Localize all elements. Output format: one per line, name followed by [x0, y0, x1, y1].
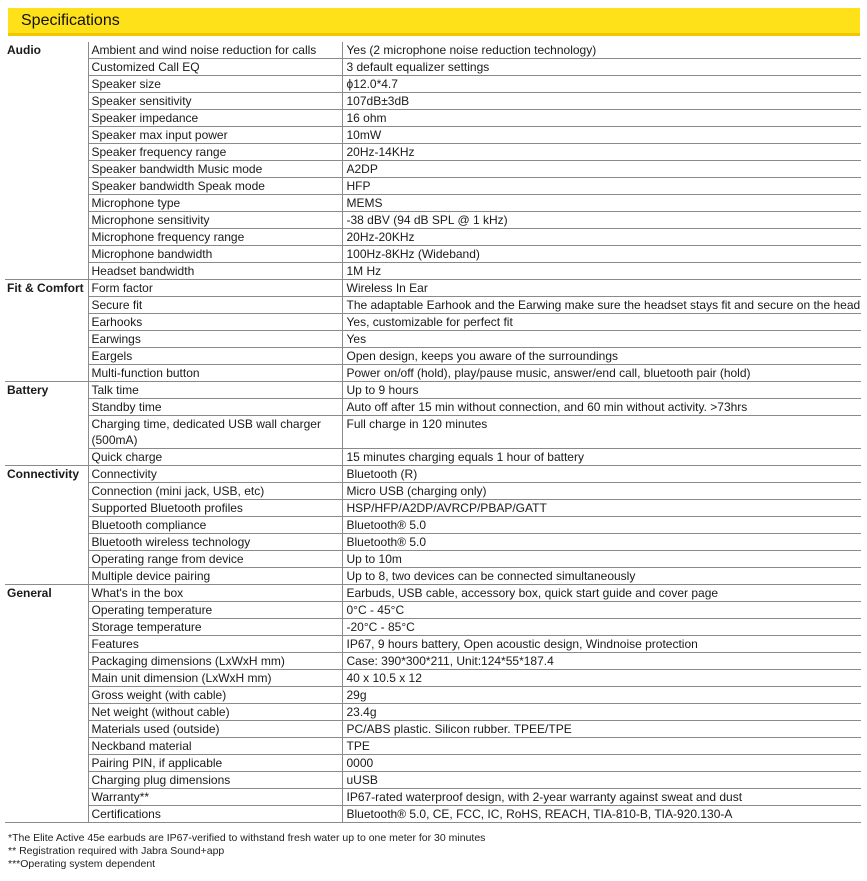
- spec-category: [5, 178, 88, 195]
- spec-value: HSP/HFP/A2DP/AVRCP/PBAP/GATT: [342, 500, 861, 517]
- spec-category: [5, 551, 88, 568]
- spec-row: [5, 687, 861, 704]
- spec-property: Speaker frequency range: [88, 144, 342, 161]
- spec-category: [5, 517, 88, 534]
- spec-property: Features: [88, 636, 342, 653]
- spec-category: [5, 59, 88, 76]
- spec-row: [5, 755, 861, 772]
- spec-row: [5, 42, 861, 59]
- spec-property: Storage temperature: [88, 619, 342, 636]
- spec-property: Speaker sensitivity: [88, 93, 342, 110]
- spec-row: [5, 653, 861, 670]
- spec-category: [5, 195, 88, 212]
- spec-property: Microphone bandwidth: [88, 246, 342, 263]
- footnote: ** Registration required with Jabra Sound+app: [8, 845, 225, 857]
- spec-value: Open design, keeps you aware of the surroundings: [342, 348, 861, 365]
- spec-property: Talk time: [88, 382, 342, 399]
- spec-property: Bluetooth compliance: [88, 517, 342, 534]
- spec-row: [5, 127, 861, 144]
- spec-property: Connectivity: [88, 466, 342, 483]
- spec-category: Battery: [7, 383, 49, 397]
- spec-value: -20°C - 85°C: [342, 619, 861, 636]
- spec-value: -38 dBV (94 dB SPL @ 1 kHz): [342, 212, 861, 229]
- spec-value: HFP: [342, 178, 861, 195]
- spec-property: Microphone type: [88, 195, 342, 212]
- spec-row: [5, 59, 861, 76]
- spec-property: Packaging dimensions (LxWxH mm): [88, 653, 342, 670]
- spec-property: Ambient and wind noise reduction for calls: [88, 42, 342, 59]
- spec-category: [5, 314, 88, 331]
- spec-value: PC/ABS plastic. Silicon rubber. TPEE/TPE: [342, 721, 861, 738]
- spec-property: Speaker size: [88, 76, 342, 93]
- spec-category: [5, 416, 88, 449]
- spec-value: Bluetooth (R): [342, 466, 861, 483]
- spec-value: 0°C - 45°C: [342, 602, 861, 619]
- spec-value: Yes: [342, 331, 861, 348]
- spec-property: Headset bandwidth: [88, 263, 342, 280]
- spec-category: [5, 738, 88, 755]
- spec-row: [5, 602, 861, 619]
- spec-category: Connectivity: [7, 467, 80, 481]
- page-title: Specifications: [21, 12, 120, 29]
- spec-value: A2DP: [342, 161, 861, 178]
- spec-property: Certifications: [88, 806, 342, 823]
- spec-category: [5, 789, 88, 806]
- spec-property: Multiple device pairing: [88, 568, 342, 585]
- spec-category: [5, 653, 88, 670]
- spec-value: Wireless In Ear: [342, 280, 861, 297]
- spec-category: [5, 212, 88, 229]
- spec-value: Auto off after 15 min without connection, and 60 min without activity. >73hrs: [342, 399, 861, 416]
- spec-row: [5, 144, 861, 161]
- spec-category: [5, 365, 88, 382]
- spec-category: [5, 76, 88, 93]
- spec-row: [5, 348, 861, 365]
- spec-property: Connection (mini jack, USB, etc): [88, 483, 342, 500]
- spec-property: Operating range from device: [88, 551, 342, 568]
- spec-property: Quick charge: [88, 449, 342, 466]
- spec-value: 3 default equalizer settings: [342, 59, 861, 76]
- spec-category: [5, 93, 88, 110]
- spec-row: [5, 772, 861, 789]
- spec-row: [5, 229, 861, 246]
- spec-row: [5, 636, 861, 653]
- spec-value: 20Hz-14KHz: [342, 144, 861, 161]
- spec-value: Power on/off (hold), play/pause music, answer/end call, bluetooth pair (hold): [342, 365, 861, 382]
- spec-category: [5, 755, 88, 772]
- spec-value: 0000: [342, 755, 861, 772]
- spec-category: [5, 331, 88, 348]
- spec-category: Audio: [7, 43, 41, 57]
- spec-property: Microphone frequency range: [88, 229, 342, 246]
- spec-value: 10mW: [342, 127, 861, 144]
- spec-row: [5, 806, 861, 823]
- spec-value: Yes (2 microphone noise reduction technology): [342, 42, 861, 59]
- spec-row: [5, 297, 861, 314]
- spec-value: Bluetooth® 5.0: [342, 517, 861, 534]
- spec-value: 15 minutes charging equals 1 hour of battery: [342, 449, 861, 466]
- spec-category: [5, 348, 88, 365]
- spec-value: uUSB: [342, 772, 861, 789]
- spec-property: Speaker bandwidth Speak mode: [88, 178, 342, 195]
- spec-row: [5, 263, 861, 280]
- spec-property: Speaker max input power: [88, 127, 342, 144]
- spec-row: [5, 449, 861, 466]
- spec-row: [5, 517, 861, 534]
- specifications-header: [8, 8, 860, 36]
- spec-value: Micro USB (charging only): [342, 483, 861, 500]
- spec-category: [5, 144, 88, 161]
- spec-category: [5, 636, 88, 653]
- spec-row: [5, 365, 861, 382]
- spec-property: Materials used (outside): [88, 721, 342, 738]
- spec-value: Bluetooth® 5.0, CE, FCC, IC, RoHS, REACH, TIA-810-B, TIA-920.130-A: [342, 806, 861, 823]
- spec-category: [5, 263, 88, 280]
- spec-value: Full charge in 120 minutes: [342, 416, 861, 449]
- spec-property: Supported Bluetooth profiles: [88, 500, 342, 517]
- spec-property: Warranty**: [88, 789, 342, 806]
- spec-row: [5, 670, 861, 687]
- spec-category: [5, 670, 88, 687]
- spec-category: [5, 483, 88, 500]
- spec-row: [5, 178, 861, 195]
- spec-value: Yes, customizable for perfect fit: [342, 314, 861, 331]
- spec-category: [5, 399, 88, 416]
- spec-row: [5, 280, 861, 297]
- spec-category: [5, 110, 88, 127]
- spec-row: [5, 721, 861, 738]
- spec-category: [5, 619, 88, 636]
- spec-property: Operating temperature: [88, 602, 342, 619]
- spec-category: [5, 568, 88, 585]
- spec-row: [5, 195, 861, 212]
- spec-row: [5, 416, 861, 449]
- spec-property: Standby time: [88, 399, 342, 416]
- spec-value: 29g: [342, 687, 861, 704]
- spec-row: [5, 93, 861, 110]
- spec-value: Case: 390*300*211, Unit:124*55*187.4: [342, 653, 861, 670]
- spec-property: Speaker bandwidth Music mode: [88, 161, 342, 178]
- spec-value: 107dB±3dB: [342, 93, 861, 110]
- spec-property: Speaker impedance: [88, 110, 342, 127]
- spec-property: Form factor: [88, 280, 342, 297]
- spec-property: Charging time, dedicated USB wall charger (500mA): [88, 416, 342, 449]
- footnotes: [8, 832, 485, 871]
- spec-property: Earhooks: [88, 314, 342, 331]
- spec-value: 100Hz-8KHz (Wideband): [342, 246, 861, 263]
- spec-property: Charging plug dimensions: [88, 772, 342, 789]
- spec-value: IP67-rated waterproof design, with 2-year warranty against sweat and dust: [342, 789, 861, 806]
- spec-property: Net weight (without cable): [88, 704, 342, 721]
- spec-property: Multi-function button: [88, 365, 342, 382]
- spec-category: [5, 687, 88, 704]
- spec-row: [5, 76, 861, 93]
- spec-row: [5, 704, 861, 721]
- spec-category: [5, 449, 88, 466]
- spec-value: Up to 8, two devices can be connected simultaneously: [342, 568, 861, 585]
- spec-value: 40 x 10.5 x 12: [342, 670, 861, 687]
- spec-row: [5, 246, 861, 263]
- spec-row: [5, 161, 861, 178]
- spec-category: [5, 161, 88, 178]
- spec-row: [5, 331, 861, 348]
- spec-property: Main unit dimension (LxWxH mm): [88, 670, 342, 687]
- spec-row: [5, 382, 861, 399]
- spec-category: [5, 297, 88, 314]
- spec-row: [5, 738, 861, 755]
- spec-category: General: [7, 586, 52, 600]
- spec-value: 1M Hz: [342, 263, 861, 280]
- spec-value: Bluetooth® 5.0: [342, 534, 861, 551]
- spec-value: TPE: [342, 738, 861, 755]
- spec-property: What's in the box: [88, 585, 342, 602]
- spec-property: Microphone sensitivity: [88, 212, 342, 229]
- spec-value: The adaptable Earhook and the Earwing make sure the headset stays fit and secure on the head: [342, 297, 861, 314]
- spec-value: Up to 9 hours: [342, 382, 861, 399]
- spec-value: 23.4g: [342, 704, 861, 721]
- spec-property: Eargels: [88, 348, 342, 365]
- spec-row: [5, 314, 861, 331]
- spec-category: [5, 246, 88, 263]
- spec-row: [5, 483, 861, 500]
- spec-row: [5, 551, 861, 568]
- spec-value: 16 ohm: [342, 110, 861, 127]
- spec-category: [5, 806, 88, 823]
- spec-value: Earbuds, USB cable, accessory box, quick start guide and cover page: [342, 585, 861, 602]
- spec-property: Secure fit: [88, 297, 342, 314]
- spec-value: IP67, 9 hours battery, Open acoustic design, Windnoise protection: [342, 636, 861, 653]
- spec-row: [5, 466, 861, 483]
- footnote: ***Operating system dependent: [8, 858, 156, 870]
- spec-value: ϕ12.0*4.7: [342, 76, 861, 93]
- spec-property: Bluetooth wireless technology: [88, 534, 342, 551]
- spec-value: Up to 10m: [342, 551, 861, 568]
- spec-property: Earwings: [88, 331, 342, 348]
- spec-category: Fit & Comfort: [7, 281, 84, 295]
- spec-row: [5, 399, 861, 416]
- spec-property: Gross weight (with cable): [88, 687, 342, 704]
- footnote: *The Elite Active 45e earbuds are IP67-verified to withstand fresh water up to one meter for 30 minutes: [8, 832, 486, 844]
- spec-value: MEMS: [342, 195, 861, 212]
- spec-category: [5, 534, 88, 551]
- spec-category: [5, 127, 88, 144]
- spec-row: [5, 110, 861, 127]
- spec-category: [5, 772, 88, 789]
- spec-row: [5, 568, 861, 585]
- spec-category: [5, 704, 88, 721]
- spec-property: Neckband material: [88, 738, 342, 755]
- spec-property: Pairing PIN, if applicable: [88, 755, 342, 772]
- spec-category: [5, 721, 88, 738]
- spec-value: 20Hz-20KHz: [342, 229, 861, 246]
- spec-property: Customized Call EQ: [88, 59, 342, 76]
- spec-row: [5, 619, 861, 636]
- spec-row: [5, 500, 861, 517]
- spec-category: [5, 500, 88, 517]
- spec-row: [5, 212, 861, 229]
- spec-row: [5, 585, 861, 602]
- spec-category: [5, 229, 88, 246]
- spec-table: [5, 42, 861, 823]
- spec-row: [5, 789, 861, 806]
- spec-category: [5, 602, 88, 619]
- spec-row: [5, 534, 861, 551]
